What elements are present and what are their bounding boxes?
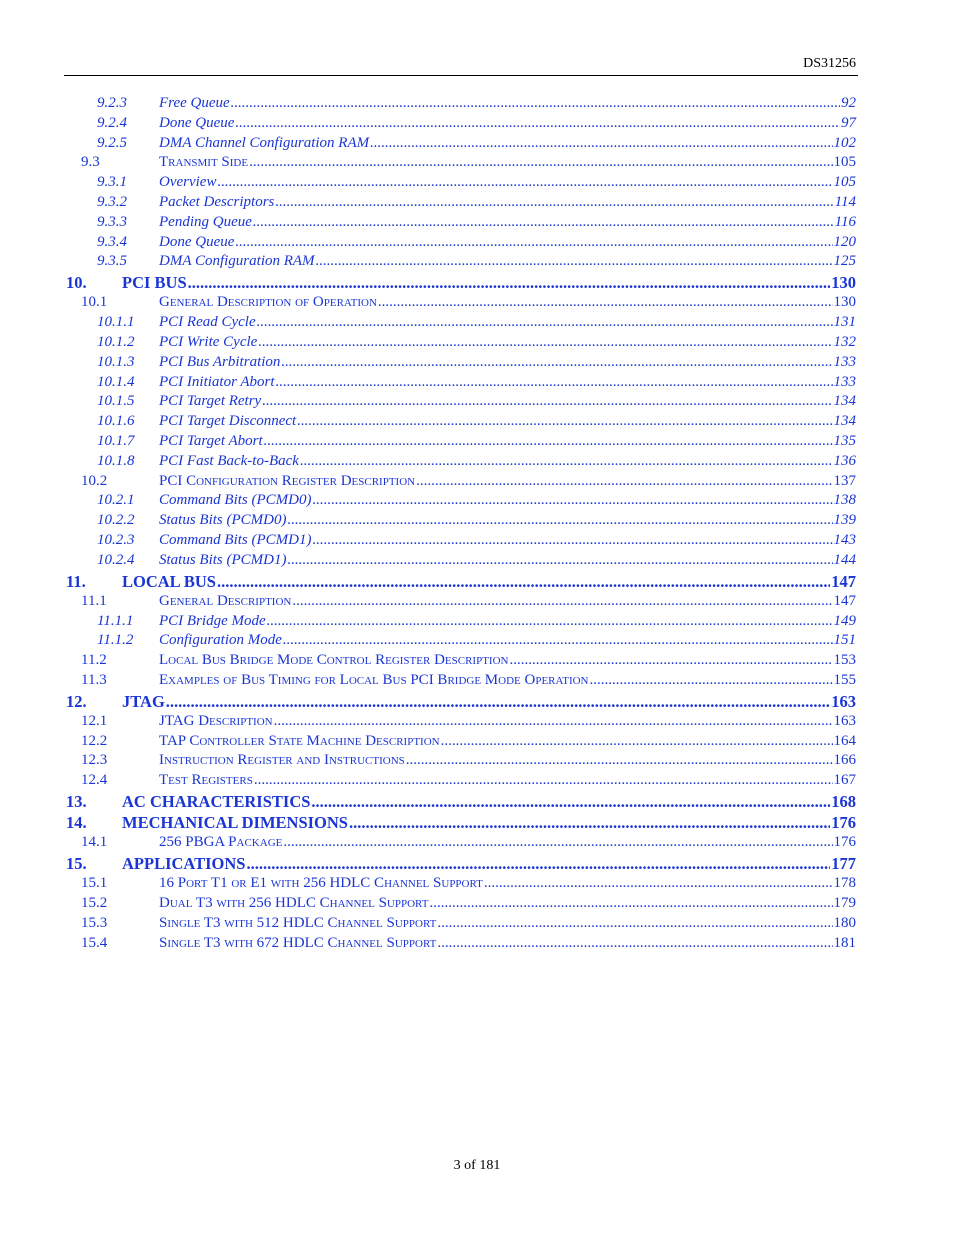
- toc-entry-number: 15.1: [81, 875, 108, 892]
- dot-leader: [217, 571, 830, 592]
- toc-entry-title[interactable]: PCI BUS: [122, 273, 187, 293]
- toc-entry-page[interactable]: 92: [841, 95, 856, 111]
- toc-entry[interactable]: [64, 193, 856, 213]
- toc-entry-title[interactable]: 256 PBGA Package: [159, 834, 283, 851]
- toc-entry[interactable]: [64, 353, 856, 373]
- toc-entry-number: 14.: [66, 813, 87, 833]
- toc-entry-title[interactable]: PCI Target Disconnect: [159, 413, 297, 430]
- dot-leader: [274, 712, 833, 732]
- toc-entry-number: 10.1: [81, 294, 108, 311]
- dot-leader: [406, 751, 833, 771]
- toc-entry[interactable]: [64, 751, 856, 771]
- toc-entry-title[interactable]: Status Bits (PCMD0): [159, 512, 287, 529]
- toc-entry-title[interactable]: APPLICATIONS: [122, 854, 246, 874]
- toc-entry-title[interactable]: PCI Read Cycle: [159, 314, 256, 331]
- toc-entry-page[interactable]: 167: [833, 772, 856, 789]
- dot-leader: [441, 732, 833, 752]
- dot-leader: [509, 651, 832, 671]
- dot-leader: [429, 894, 832, 914]
- dot-leader: [188, 272, 831, 293]
- dot-leader: [235, 114, 840, 134]
- dot-leader: [166, 691, 830, 712]
- toc-entry[interactable]: [64, 914, 856, 934]
- dot-leader: [231, 94, 840, 114]
- toc-entry-number: 12.1: [81, 712, 108, 729]
- toc-entry-page[interactable]: 134: [833, 393, 856, 410]
- toc-entry[interactable]: [64, 691, 856, 712]
- toc-entry[interactable]: [64, 333, 856, 353]
- toc-entry-page[interactable]: 131: [833, 314, 856, 331]
- toc-entry-number: 11.: [66, 571, 86, 591]
- dot-leader: [437, 914, 832, 934]
- dot-leader: [217, 173, 832, 193]
- toc-entry-number: 12.2: [81, 732, 108, 749]
- toc-entry-page[interactable]: 97: [841, 114, 856, 131]
- toc-entry-title[interactable]: PCI Bus Arbitration: [159, 353, 281, 370]
- toc-entry-title[interactable]: General Description of Operation: [159, 294, 377, 311]
- toc-entry[interactable]: [64, 153, 856, 173]
- toc-entry-number: 10.1.4: [97, 373, 135, 390]
- toc-entry-title[interactable]: MECHANICAL DIMENSIONS: [122, 813, 348, 833]
- toc-entry-page[interactable]: 147: [831, 571, 856, 591]
- toc-entry-title[interactable]: Test Registers: [159, 772, 253, 789]
- dot-leader: [349, 812, 830, 833]
- dot-leader: [313, 531, 833, 551]
- toc-entry-title[interactable]: Done Queue: [159, 114, 235, 131]
- toc-entry-number: 11.2: [81, 652, 107, 669]
- dot-leader: [288, 511, 833, 531]
- toc-entry-number: 9.3.4: [97, 233, 127, 250]
- dot-leader: [378, 293, 833, 313]
- toc-entry[interactable]: [64, 114, 856, 134]
- toc-entry-title[interactable]: Examples of Bus Timing for Local Bus PCI Bridge Mode Operation: [159, 671, 589, 688]
- toc-entry-number: 13.: [66, 792, 87, 812]
- toc-entry-title[interactable]: JTAG Description: [159, 712, 273, 729]
- toc-entry-number: 9.3.3: [97, 213, 127, 230]
- toc-entry-page[interactable]: 177: [831, 854, 856, 874]
- toc-entry-title[interactable]: PCI Initiator Abort: [159, 373, 275, 390]
- toc-entry-number: 12.3: [81, 752, 108, 769]
- toc-entry-number: 15.2: [81, 895, 108, 912]
- dot-leader: [292, 592, 832, 612]
- toc-entry[interactable]: [64, 712, 856, 732]
- toc-entry-title[interactable]: AC CHARACTERISTICS: [122, 792, 311, 812]
- toc-entry-page[interactable]: 143: [833, 531, 856, 548]
- toc-entry[interactable]: [64, 511, 856, 531]
- dot-leader: [249, 153, 832, 173]
- toc-entry-number: 10.: [66, 273, 87, 293]
- toc-entry-number: 15.: [66, 854, 87, 874]
- toc-entry-number: 10.1.1: [97, 314, 135, 331]
- toc-entry-number: 10.2.1: [97, 492, 135, 509]
- toc-entry-title[interactable]: LOCAL BUS: [122, 571, 216, 591]
- dot-leader: [258, 333, 832, 353]
- toc-entry[interactable]: [64, 791, 856, 812]
- toc-entry[interactable]: [64, 233, 856, 253]
- toc-entry-title[interactable]: Transmit Side: [159, 154, 249, 171]
- toc-entry-number: 11.3: [81, 671, 107, 688]
- dot-leader: [370, 134, 832, 154]
- toc-entry-page[interactable]: 125: [833, 253, 856, 270]
- toc-entry[interactable]: [64, 874, 856, 894]
- dot-leader: [246, 853, 830, 874]
- dot-leader: [275, 193, 833, 213]
- toc-entry-title[interactable]: PCI Target Abort: [159, 432, 263, 449]
- toc-entry-number: 12.4: [81, 772, 108, 789]
- toc-entry-number: 9.3.1: [97, 174, 127, 191]
- toc-entry[interactable]: [64, 934, 856, 954]
- toc-entry[interactable]: [64, 94, 856, 114]
- toc-entry-title[interactable]: Command Bits (PCMD0): [159, 492, 312, 509]
- toc-entry-number: 9.2.4: [97, 114, 127, 131]
- toc-entry[interactable]: [64, 592, 856, 612]
- toc-entry-title[interactable]: PCI Fast Back-to-Back: [159, 452, 299, 469]
- toc-entry[interactable]: [64, 412, 856, 432]
- toc-entry[interactable]: [64, 213, 856, 233]
- toc-entry[interactable]: [64, 551, 856, 571]
- toc-entry-title[interactable]: JTAG: [122, 691, 165, 711]
- toc-entry[interactable]: [64, 472, 856, 492]
- toc-entry-title[interactable]: DMA Channel Configuration RAM: [159, 134, 370, 151]
- dot-leader: [276, 373, 833, 393]
- dot-leader: [288, 551, 833, 571]
- toc-entry-title[interactable]: DMA Configuration RAM: [159, 253, 315, 270]
- toc-entry-title[interactable]: Single T3 with 672 HDLC Channel Support: [159, 934, 437, 951]
- dot-leader: [257, 313, 833, 333]
- toc-entry-number: 11.1.1: [97, 612, 134, 629]
- toc-entry-number: 10.1.8: [97, 452, 135, 469]
- toc-entry-title[interactable]: 16 Port T1 or E1 with 256 HDLC Channel Support: [159, 875, 483, 892]
- toc-entry-number: 9.3.5: [97, 253, 127, 270]
- toc-entry-page[interactable]: 135: [833, 432, 856, 449]
- toc-entry-page[interactable]: 120: [833, 233, 856, 250]
- toc-entry-number: 11.1.2: [97, 632, 134, 649]
- toc-entry-number: 15.4: [81, 934, 108, 951]
- toc-entry-number: 10.2.3: [97, 531, 135, 548]
- dot-leader: [235, 233, 832, 253]
- dot-leader: [297, 412, 832, 432]
- toc-entry-page[interactable]: 130: [833, 294, 856, 311]
- toc-entry-number: 10.1.7: [97, 432, 135, 449]
- toc-entry-page[interactable]: 151: [833, 632, 856, 649]
- toc-entry-number: 10.1.2: [97, 333, 135, 350]
- toc-entry[interactable]: [64, 612, 856, 632]
- toc-entry[interactable]: [64, 173, 856, 193]
- toc-entry-title[interactable]: Status Bits (PCMD1): [159, 551, 287, 568]
- toc-entry-page[interactable]: 133: [833, 353, 856, 370]
- toc-entry-page[interactable]: 138: [833, 492, 856, 509]
- toc-entry-page[interactable]: 137: [833, 472, 856, 489]
- toc-entry-number: 10.2: [81, 472, 108, 489]
- dot-leader: [264, 432, 833, 452]
- toc-entry-title[interactable]: Instruction Register and Instructions: [159, 752, 405, 769]
- dot-leader: [300, 452, 833, 472]
- toc-entry-page[interactable]: 116: [834, 213, 856, 230]
- toc-entry[interactable]: [64, 313, 856, 333]
- toc-entry-page[interactable]: 178: [833, 875, 856, 892]
- toc-entry-page[interactable]: 132: [833, 333, 856, 350]
- toc-entry[interactable]: [64, 452, 856, 472]
- toc-entry[interactable]: [64, 134, 856, 154]
- toc-entry[interactable]: [64, 252, 856, 272]
- toc-entry-title[interactable]: Command Bits (PCMD1): [159, 531, 312, 548]
- toc-entry[interactable]: [64, 631, 856, 651]
- toc-entry-title[interactable]: PCI Write Cycle: [159, 333, 258, 350]
- table-of-contents: [64, 94, 856, 954]
- toc-entry[interactable]: [64, 771, 856, 791]
- toc-entry-title[interactable]: Dual T3 with 256 HDLC Channel Support: [159, 895, 429, 912]
- toc-entry[interactable]: [64, 293, 856, 313]
- toc-entry-page[interactable]: 155: [833, 671, 856, 688]
- toc-entry-page[interactable]: 144: [833, 551, 856, 568]
- page-number: 3 of 181: [453, 1158, 501, 1173]
- toc-entry-page[interactable]: 134: [833, 413, 856, 430]
- toc-entry-page[interactable]: 163: [831, 691, 856, 711]
- dot-leader: [311, 791, 830, 812]
- toc-entry-page[interactable]: 180: [833, 915, 856, 932]
- toc-entry-title[interactable]: General Description: [159, 592, 292, 609]
- toc-entry[interactable]: [64, 373, 856, 393]
- toc-entry[interactable]: [64, 491, 856, 511]
- toc-entry[interactable]: [64, 651, 856, 671]
- toc-entry-page[interactable]: 139: [833, 512, 856, 529]
- toc-entry-page[interactable]: 136: [833, 452, 856, 469]
- toc-entry-page[interactable]: 176: [833, 834, 856, 851]
- toc-entry-number: 9.2.3: [97, 95, 127, 111]
- dot-leader: [281, 353, 832, 373]
- document-id: DS31256: [803, 56, 856, 71]
- toc-entry[interactable]: [64, 853, 856, 874]
- toc-entry-page[interactable]: 102: [833, 134, 856, 151]
- toc-entry-page[interactable]: 168: [831, 792, 856, 812]
- dot-leader: [484, 874, 833, 894]
- dot-leader: [316, 252, 833, 272]
- toc-entry-page[interactable]: 176: [831, 813, 856, 833]
- dot-leader: [437, 934, 832, 954]
- header-rule: [64, 75, 858, 76]
- dot-leader: [253, 213, 834, 233]
- toc-entry-number: 9.3.2: [97, 193, 127, 210]
- toc-entry-number: 12.: [66, 691, 87, 711]
- toc-entry[interactable]: [64, 671, 856, 691]
- toc-entry[interactable]: [64, 531, 856, 551]
- toc-entry-title[interactable]: Packet Descriptors: [159, 193, 275, 210]
- toc-entry-title[interactable]: PCI Target Retry: [159, 393, 262, 410]
- toc-entry[interactable]: [64, 272, 856, 293]
- toc-entry-number: 9.3: [81, 154, 100, 171]
- toc-entry-title[interactable]: Done Queue: [159, 233, 235, 250]
- toc-entry-number: 14.1: [81, 834, 108, 851]
- toc-entry[interactable]: [64, 392, 856, 412]
- dot-leader: [283, 631, 833, 651]
- toc-entry[interactable]: [64, 894, 856, 914]
- toc-entry-number: 10.1.5: [97, 393, 135, 410]
- dot-leader: [313, 491, 833, 511]
- dot-leader: [267, 612, 833, 632]
- toc-entry-title[interactable]: Overview: [159, 174, 217, 191]
- toc-entry-number: 10.1.3: [97, 353, 135, 370]
- toc-entry-page[interactable]: 179: [833, 895, 856, 912]
- toc-entry-number: 11.1: [81, 592, 107, 609]
- toc-entry-title[interactable]: Configuration Mode: [159, 632, 282, 649]
- toc-entry-page[interactable]: 130: [831, 273, 856, 293]
- toc-entry[interactable]: [64, 732, 856, 752]
- toc-entry[interactable]: [64, 432, 856, 452]
- toc-entry[interactable]: [64, 812, 856, 833]
- toc-entry-page[interactable]: 166: [833, 752, 856, 769]
- toc-entry-page[interactable]: 114: [834, 193, 856, 210]
- toc-entry-title[interactable]: PCI Bridge Mode: [159, 612, 266, 629]
- dot-leader: [590, 671, 833, 691]
- dot-leader: [254, 771, 833, 791]
- toc-entry-number: 10.1.6: [97, 413, 135, 430]
- toc-entry[interactable]: [64, 833, 856, 853]
- toc-entry[interactable]: [64, 571, 856, 592]
- dot-leader: [416, 472, 832, 492]
- toc-entry-number: 10.2.4: [97, 551, 135, 568]
- dot-leader: [262, 392, 832, 412]
- toc-entry-page[interactable]: 163: [833, 712, 856, 729]
- toc-entry-page[interactable]: 164: [833, 732, 856, 749]
- toc-entry-title[interactable]: Local Bus Bridge Mode Control Register Description: [159, 652, 509, 669]
- toc-entry-page[interactable]: 153: [833, 652, 856, 669]
- toc-entry-number: 9.2.5: [97, 134, 127, 151]
- toc-entry-number: 10.2.2: [97, 512, 135, 529]
- toc-entry-title[interactable]: Single T3 with 512 HDLC Channel Support: [159, 915, 437, 932]
- toc-entry-title[interactable]: TAP Controller State Machine Description: [159, 732, 440, 749]
- toc-entry-page[interactable]: 133: [833, 373, 856, 390]
- toc-entry-page[interactable]: 105: [833, 154, 856, 171]
- toc-entry-number: 15.3: [81, 915, 108, 932]
- toc-entry-title[interactable]: PCI Configuration Register Description: [159, 472, 416, 489]
- toc-entry-page[interactable]: 147: [833, 592, 856, 609]
- dot-leader: [283, 833, 832, 853]
- toc-entry-title[interactable]: Free Queue: [159, 95, 230, 111]
- toc-entry-page[interactable]: 181: [833, 934, 856, 951]
- toc-entry-page[interactable]: 105: [833, 174, 856, 191]
- toc-entry-title[interactable]: Pending Queue: [159, 213, 252, 230]
- toc-entry-page[interactable]: 149: [833, 612, 856, 629]
